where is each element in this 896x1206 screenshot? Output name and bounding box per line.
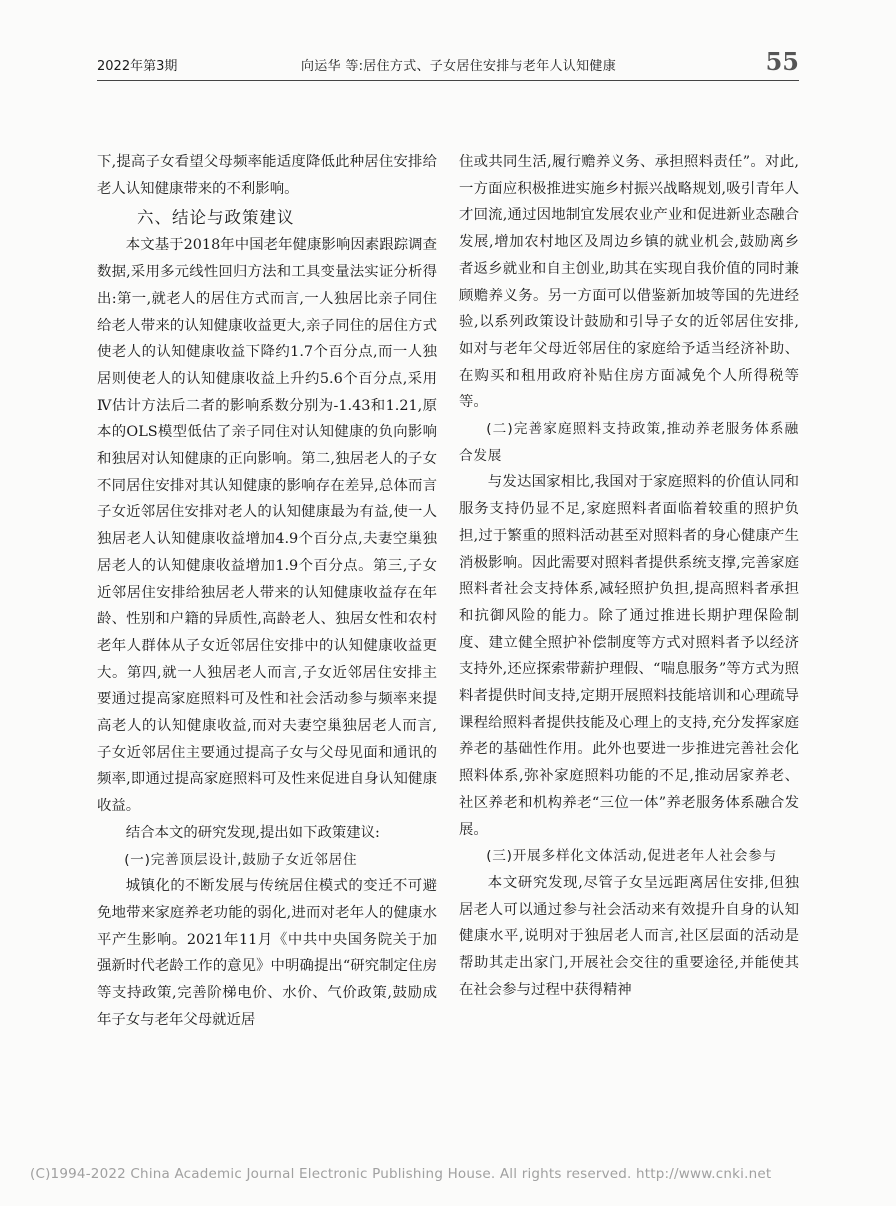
journal-issue: 2022年第3期 [97,59,178,74]
left-column [97,149,437,1034]
page-number: 55 [765,47,799,76]
section-heading: 六、结论与政策建议 [137,208,295,228]
subsection-heading-1: (一)完善顶层设计,鼓励子女近邻居住 [124,851,358,868]
running-title: 向运华 等:居住方式、子女居住安排与老年人认知健康 [301,59,617,74]
header-rule [97,80,799,81]
paragraph: 城镇化的不断发展与传统居住模式的变迁不可避免地带来家庭养老功能的弱化,进而对老年人的健康水平产生影响。2021年11月《中共中央国务院关于加强新时代老龄工作的意见》中明确提出“研究制定住房等支持政策,完善阶梯电价、水价、气价政策,鼓励成年子女与老年父母就近居 [97,878,437,1028]
paragraph: 与发达国家相比,我国对于家庭照料的价值认同和服务支持仍显不足,家庭照料者面临着较重的照护负担,过于繁重的照料活动甚至对照料者的身心健康产生消极影响。因此需要对照料者提供系统支撑,完善家庭照料者社会支持体系,减轻照护负担,提高照料者承担和抗御风险的能力。除了通过推进长期护理保险制度、建立健全照护补偿制度等方式对照料者予以经济支持外,还应探索带薪护理假、“喘息服务”等方式为照料者提供时间支持,定期开展照料技能培训和心理疏导课程给照料者提供技能及心理上的支持,充分发挥家庭养老的基础性作用。此外也要进一步推进完善社会化照料体系,弥补家庭照料功能的不足,推动居家养老、社区养老和机构养老“三位一体”养老服务体系融合发展。 [459,474,799,838]
paragraph: 本文研究发现,尽管子女呈远距离居住安排,但独居老人可以通过参与社会活动来有效提升自身的认知健康水平,说明对于独居老人而言,社区层面的活动是帮助其走出家门,开展社会交往的重要途径,并能使其在社会参与过程中获得精神 [459,874,799,998]
subsection-heading-2: (二)完善家庭照料支持政策,推动养老服务体系融合发展 [459,421,799,464]
subsection-heading-3: (三)开展多样化文体活动,促进老年人社会参与 [486,848,777,865]
right-column [459,149,799,1004]
running-header [97,49,799,79]
copyright-footer: (C)1994-2022 China Academic Journal Electronic Publishing House. All rights reserved. http://www.cnki.net [30,1166,772,1182]
conclusion-paragraph: 本文基于2018年中国老年健康影响因素跟踪调查数据,采用多元线性回归方法和工具变量法实证分析得出:第一,就老人的居住方式而言,一人独居比亲子同住给老人带来的认知健康收益更大,亲子同住的居住方式使老人的认知健康收益下降约1.7个百分点,而一人独居则使老人的认知健康收益上升约5.6个百分点,采用Ⅳ估计方法后二者的影响系数分别为-1.43和1.21,原本的OLS模型低估了亲子同住对认知健康的负向影响和独居对认知健康的正向影响。第二,独居老人的子女不同居住安排对其认知健康的影响存在差异,总体而言子女近邻居住安排对老人的认知健康最为有益,使一人独居老人认知健康收益增加4.9个百分点,夫妻空巢独居老人的认知健康收益增加1.9个百分点。第三,子女近邻居住安排给独居老人带来的认知健康收益存在年龄、性别和户籍的异质性,高龄老人、独居女性和农村老年人群体从子女近邻居住安排中的认知健康收益更大。第四,就一人独居老人而言,子女近邻居住安排主要通过提高家庭照料可及性和社会活动参与频率来提高老人的认知健康收益,而对夫妻空巢独居老人而言,子女近邻居住主要通过提高子女与父母见面和通讯的频率,即通过提高家庭照料可及性来促进自身认知健康收益。 [97,237,437,815]
paragraph-continued: 住或共同生活,履行赡养义务、承担照料责任”。对此,一方面应积极推进实施乡村振兴战略规划,吸引青年人才回流,通过因地制宜发展农业产业和促进新业态融合发展,增加农村地区及周边乡镇的就业机会,鼓励离乡者返乡就业和自主创业,助其在实现自我价值的同时兼顾赡养义务。另一方面可以借鉴新加坡等国的先进经验,以系列政策设计鼓励和引导子女的近邻居住安排,如对与老年父母近邻居住的家庭给予适当经济补助、在购买和租用政府补贴住房方面减免个人所得税等等。 [459,154,799,411]
paragraph-continued: 下,提高子女看望父母频率能适度降低此种居住安排给老人认知健康带来的不利影响。 [97,154,437,197]
policy-intro-paragraph: 结合本文的研究发现,提出如下政策建议: [125,824,380,841]
